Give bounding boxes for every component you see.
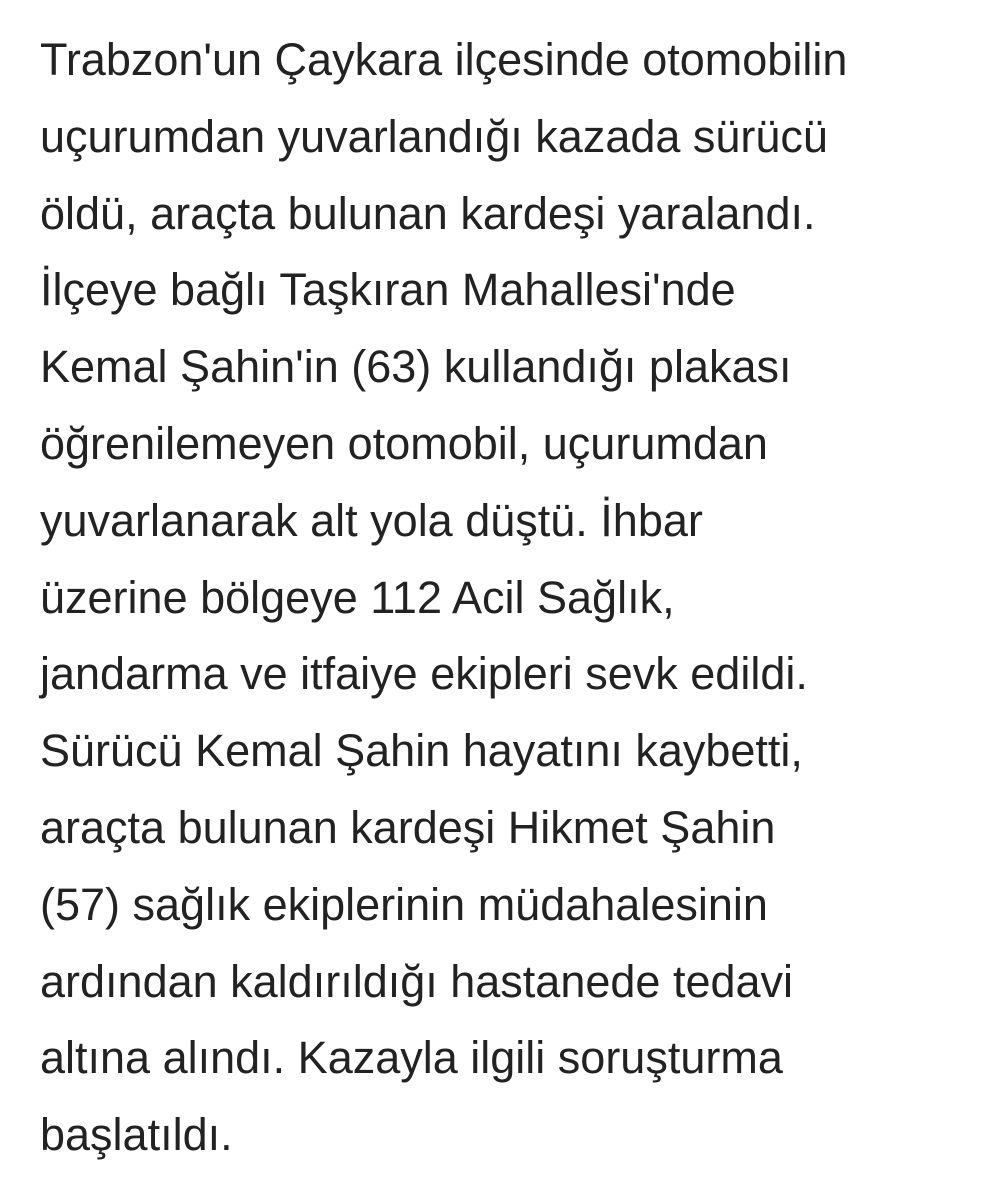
article-line: öldü, araçta bulunan kardeşi yaralandı. <box>40 187 816 239</box>
article-line: Kemal Şahin'in (63) kullandığı plakası <box>40 341 792 393</box>
article-line: Trabzon'un Çaykara ilçesinde otomobilin <box>40 34 848 85</box>
article-line: jandarma ve itfaiye ekipleri sevk edildi. <box>40 648 808 700</box>
article-line: altına alındı. Kazayla ilgili soruşturma <box>40 1032 783 1084</box>
article-line: ardından kaldırıldığı hastanede tedavi <box>40 955 794 1007</box>
article-line: üzerine bölgeye 112 Acil Sağlık, <box>40 571 675 623</box>
article-body <box>40 22 980 1174</box>
article-line: uçurumdan yuvarlandığı kazada sürücü <box>40 110 828 162</box>
article-line: yuvarlanarak alt yola düştü. İhbar <box>40 494 703 546</box>
article-line: başlatıldı. <box>40 1109 233 1161</box>
article-line: (57) sağlık ekiplerinin müdahalesinin <box>40 878 768 930</box>
article-line: araçta bulunan kardeşi Hikmet Şahin <box>40 801 776 853</box>
article-line: İlçeye bağlı Taşkıran Mahallesi'nde <box>40 264 736 316</box>
article-line: öğrenilemeyen otomobil, uçurumdan <box>40 417 768 469</box>
article-line: Sürücü Kemal Şahin hayatını kaybetti, <box>40 725 803 777</box>
